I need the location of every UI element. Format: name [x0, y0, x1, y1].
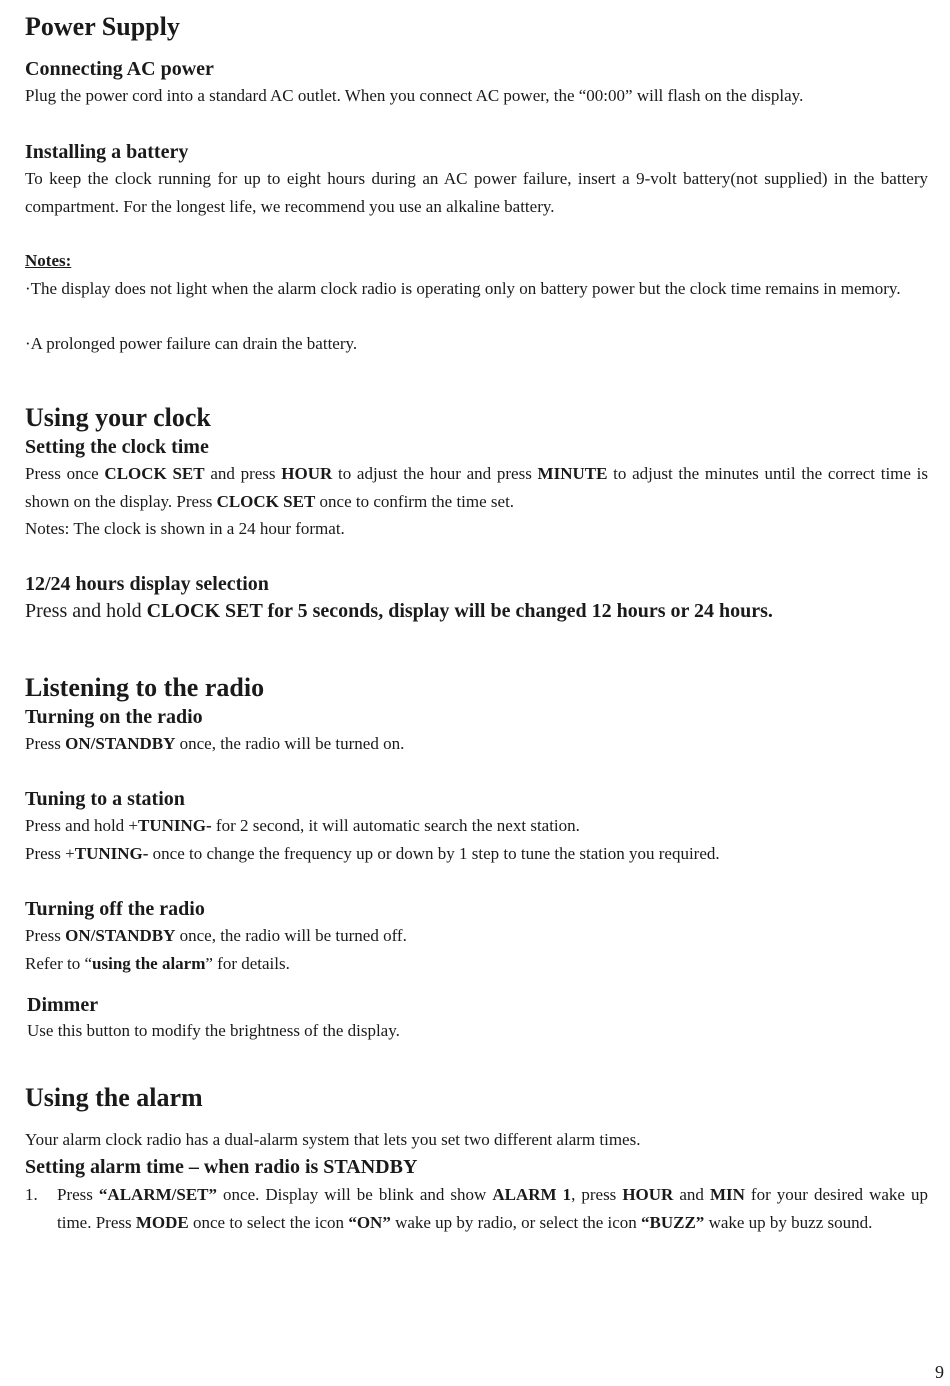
subheading-12-24-hours: 12/24 hours display selection	[25, 573, 269, 595]
paragraph-refer-alarm: Refer to “using the alarm” for details.	[25, 954, 290, 973]
section-title-using-clock: Using your clock	[25, 403, 211, 432]
paragraph-12-24-hours: Press and hold CLOCK SET for 5 seconds, display will be changed 12 hours or 24 hours.	[25, 600, 773, 622]
paragraph-alarm-intro: Your alarm clock radio has a dual-alarm system that lets you set two different alarm times.	[25, 1130, 641, 1149]
subheading-tuning-station: Tuning to a station	[25, 788, 185, 810]
paragraph-setting-clock: Press once CLOCK SET and press HOUR to adjust the hour and press MINUTE to adjust the minutes until the correct time is shown on the display. Press CLOCK SET once to confirm the time set.	[25, 464, 928, 511]
section-title-power-supply: Power Supply	[25, 12, 180, 41]
paragraph-battery: To keep the clock running for up to eight hours during an AC power failure, insert a 9-volt battery(not supplied) in the battery compartment. For the longest life, we recommend you use an alkaline battery.	[25, 169, 928, 216]
note-display-battery: ·The display does not light when the alarm clock radio is operating only on battery power but the clock time remains in memory.	[25, 279, 901, 298]
page-number: 9	[935, 1362, 944, 1382]
subheading-turning-off-radio: Turning off the radio	[25, 898, 205, 920]
list-item-number: 1.	[25, 1185, 38, 1204]
paragraph-dimmer: Use this button to modify the brightness of the display.	[27, 1021, 400, 1040]
paragraph-turning-on-radio: Press ON/STANDBY once, the radio will be turned on.	[25, 734, 405, 753]
subheading-setting-clock-time: Setting the clock time	[25, 436, 209, 458]
note-power-failure: ·A prolonged power failure can drain the battery.	[25, 334, 358, 353]
paragraph-turning-off-radio: Press ON/STANDBY once, the radio will be turned off.	[25, 926, 407, 945]
section-title-listening-radio: Listening to the radio	[25, 673, 265, 702]
paragraph-tuning-step: Press +TUNING- once to change the frequency up or down by 1 step to tune the station you required.	[25, 844, 720, 863]
subheading-connecting-ac-power: Connecting AC power	[25, 58, 214, 80]
note-24-hour-format: Notes: The clock is shown in a 24 hour format.	[25, 519, 345, 538]
list-item-text: Press “ALARM/SET” once. Display will be blink and show ALARM 1, press HOUR and MIN for your desired wake up time. Press MODE once to select the icon “ON” wake up by radio, or select the icon “BUZZ” wake up by buzz sound.	[57, 1185, 928, 1232]
subheading-installing-battery: Installing a battery	[25, 141, 189, 163]
paragraph-tuning-auto-search: Press and hold +TUNING- for 2 second, it will automatic search the next station.	[25, 816, 580, 835]
notes-label: Notes:	[25, 251, 72, 270]
paragraph-ac-power: Plug the power cord into a standard AC outlet. When you connect AC power, the “00:00” will flash on the display.	[25, 86, 804, 105]
subheading-dimmer: Dimmer	[27, 994, 99, 1016]
subheading-turning-on-radio: Turning on the radio	[25, 706, 203, 728]
subheading-setting-alarm-time: Setting alarm time – when radio is STANDBY	[25, 1156, 418, 1178]
list-item	[25, 1181, 928, 1236]
section-title-using-alarm: Using the alarm	[25, 1083, 203, 1112]
